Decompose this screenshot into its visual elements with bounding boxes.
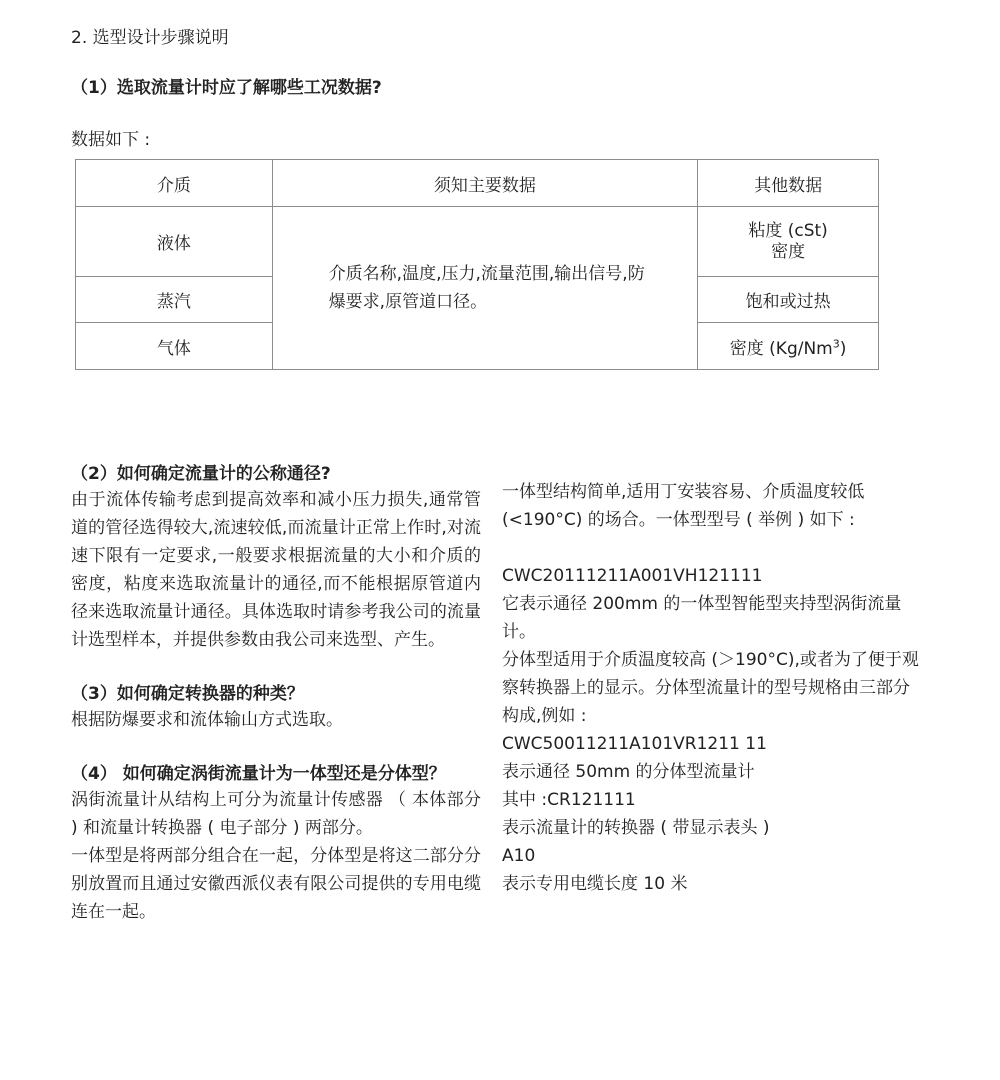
converter-meaning: 表示流量计的转换器 ( 带显示表头 ) xyxy=(502,818,770,838)
left-column xyxy=(71,462,481,926)
gas-density-suffix: ) xyxy=(839,338,847,359)
q3-body: 根据防爆要求和流体输山方式选取。 xyxy=(71,710,343,730)
cell-other-gas xyxy=(698,323,879,370)
cell-medium-steam: 蒸汽 xyxy=(76,277,273,323)
cable-meaning: 表示专用电缆长度 10 米 xyxy=(502,874,688,894)
split-model-code: CWC50011211A101VR1211 11 xyxy=(502,734,767,754)
cell-other-steam: 饱和或过热 xyxy=(698,277,879,323)
section-title: 2. 选型设计步骤说明 xyxy=(71,28,229,48)
cell-main-data: 介质名称,温度,压力,流量范围,输出信号,防爆要求,原管道口径。 xyxy=(272,207,697,370)
conditions-table xyxy=(75,159,879,370)
converter-code: 其中 :CR121111 xyxy=(502,790,636,810)
table-row-liquid xyxy=(76,207,879,277)
header-medium: 介质 xyxy=(76,160,273,207)
split-type-desc: 分体型适用于介质温度较高 (＞190°C),或者为了便于观察转换器上的显示。分体型流量计的型号规格由三部分构成,例如 : xyxy=(502,650,919,726)
gas-density-sup: 3 xyxy=(832,336,840,350)
cell-other-liquid xyxy=(698,207,879,277)
integral-model-code: CWC20111211A001VH121111 xyxy=(502,566,763,586)
q1-heading: （1）选取流量计时应了解哪些工况数据? xyxy=(71,78,382,98)
header-other-data: 其他数据 xyxy=(698,160,879,207)
integral-type-desc: 一体型结构简单,适用丁安装容易、介质温度较低(<190°C) 的场合。一体型型号 ( 举例 ) 如下 : xyxy=(502,482,865,530)
gas-density-prefix: 密度 (Kg/Nm xyxy=(729,338,833,359)
q2-heading: （2）如何确定流量计的公称通径? xyxy=(71,464,331,484)
header-main-data: 须知主要数据 xyxy=(272,160,697,207)
table-header-row xyxy=(76,160,879,207)
cell-medium-gas: 气体 xyxy=(76,323,273,370)
q4-body-1: 涡街流量计从结构上可分为流量计传感器 （ 本体部分 ) 和流量计转换器 ( 电子部分 ) 两部分。 xyxy=(71,790,481,838)
integral-model-meaning: 它表示通径 200mm 的一体型智能型夹持型涡街流量计。 xyxy=(502,594,902,642)
viscosity-text: 粘度 (cSt) xyxy=(748,220,828,241)
cell-medium-liquid: 液体 xyxy=(76,207,273,277)
q2-body: 由于流体传输考虑到提高效率和减小压力损失,通常管道的管径选得较大,流速较低,而流量计正常上作时,对流速下限有一定要求,一般要求根据流量的大小和介质的密度，粘度来选取流量计的通径,而不能根据原管道内径来选取流量计通径。具体选取时请参考我公司的流量计选型样本，并提供参数由我公司来选型、产生。 xyxy=(71,490,481,650)
q3-heading: （3）如何确定转换器的种类？ xyxy=(71,684,304,704)
table-intro: 数据如下 : xyxy=(71,130,151,150)
q4-heading: （4） 如何确定涡街流量计为一体型还是分体型？ xyxy=(71,764,446,784)
density-text: 密度 xyxy=(771,241,806,262)
q4-body-2: 一体型是将两部分组合在一起，分体型是将这二部分分别放置而且通过安徽西派仪表有限公司提供的专用电缆连在一起。 xyxy=(71,846,481,922)
split-model-meaning: 表示通径 50mm 的分体型流量计 xyxy=(502,762,755,782)
right-column xyxy=(502,478,922,898)
cable-code: A10 xyxy=(502,846,536,866)
